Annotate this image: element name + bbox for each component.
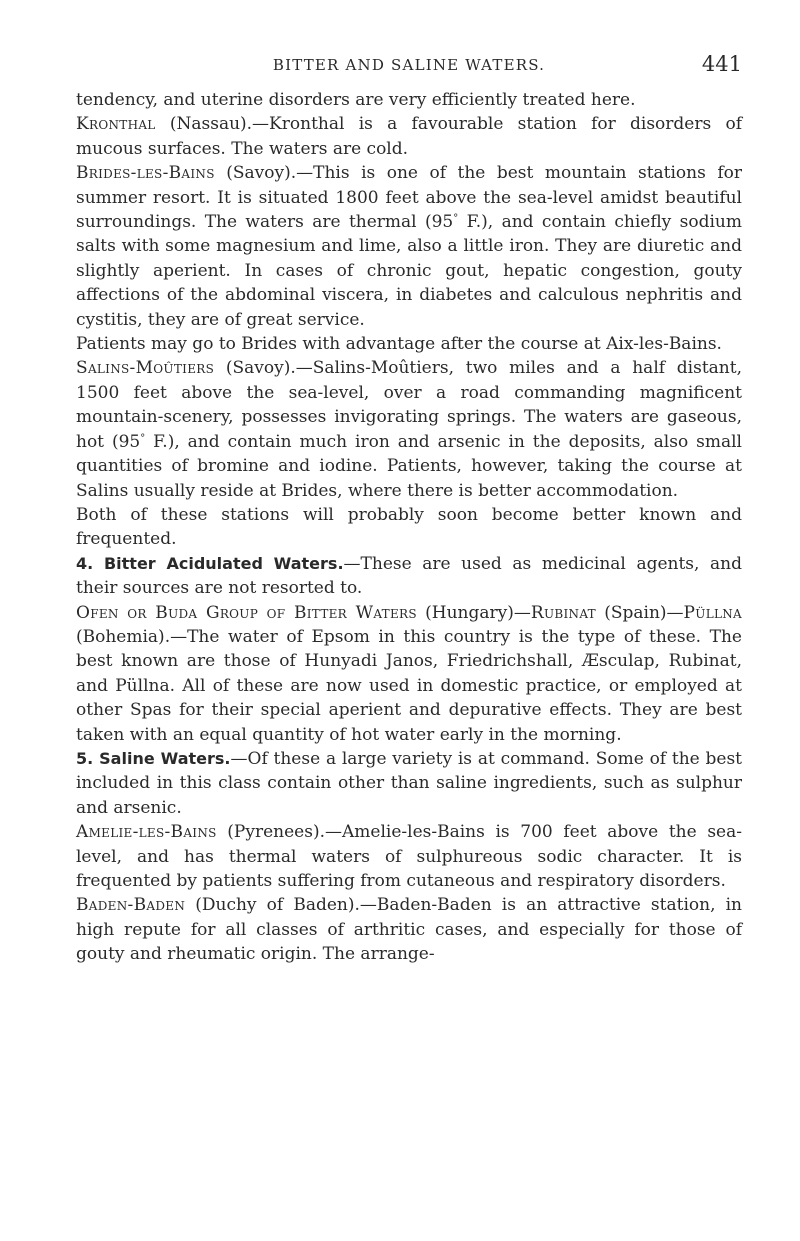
paragraph-text: (Hungary)— [416, 602, 531, 623]
paragraph-ofen-buda [76, 601, 742, 747]
running-title: BITTER AND SALINE WATERS. [272, 56, 546, 74]
paragraph-text: (Savoy).—This is one of the best mountain stations for summer resort. It is situated 1800 feet above the sea-level amidst beautiful surroundings. The waters are thermal (95 [76, 163, 742, 233]
spa-name: Püllna [683, 602, 743, 623]
spa-name: Amelie-les-Bains [76, 822, 217, 843]
spa-name: Brides-les-Bains [76, 163, 215, 184]
paragraph-text: F.), and contain chiefly sodium salts with some magnesium and lime, also a little iron. They are diuretic and slightly aperient. In cases of chronic gout, hepatic congestion, gouty affections of the abdominal viscera, in diabetes and calculous nephritis and cystitis, they are of great service. [76, 212, 742, 330]
paragraph-text: (Duchy of Baden).—Baden-Baden is an attractive station, in high repute for all classes of arthritic cases, and especially for those of gouty and rheumatic origin. The arrange- [76, 895, 742, 965]
degree-sign: ° [453, 213, 459, 225]
spa-name: Ofen or Buda Group of Bitter Waters [76, 602, 417, 623]
book-page [76, 48, 742, 967]
paragraph-text: (Nassau).—Kronthal is a favourable station for disorders of mucous surfaces. The waters are cold. [76, 114, 742, 159]
running-head [76, 48, 742, 88]
paragraph-kronthal [76, 112, 742, 161]
paragraph-text: (Savoy).—Salins-Moûtiers, two miles and a half distant, 1500 feet above the sea-level, over a road commanding magnificent mountain-scenery, possesses invigorating springs. The waters are gaseous, hot (95 [76, 358, 742, 452]
paragraph-continuation [76, 88, 742, 112]
paragraph-text: F.), and contain much iron and arsenic in the deposits, also small quantities of bromine and iodine. Patients, however, taking the course at Salins usually reside at Brides, where there is better accommodation. [76, 431, 742, 501]
degree-sign: ° [140, 432, 146, 444]
body-text [76, 88, 742, 967]
section-saline-waters [76, 747, 742, 820]
paragraph-text: Patients may go to Brides with advantage after the course at Aix-les-Bains. [76, 334, 722, 355]
paragraph-salins-moutiers [76, 356, 742, 502]
paragraph-brides-note [76, 332, 742, 356]
section-heading: 4. Bitter Acidulated Waters. [76, 553, 344, 573]
paragraph-brides-les-bains [76, 161, 742, 332]
paragraph-text: tendency, and uterine disorders are very efficiently treated here. [76, 90, 636, 110]
paragraph-text: Both of these stations will probably soon become better known and frequented. [76, 504, 742, 550]
page-number: 441 [701, 52, 742, 76]
paragraph-text: —These are used as medicinal agents, and their sources are not resorted to. [76, 553, 742, 599]
spa-name: Kronthal [76, 114, 156, 135]
section-heading: 5. Saline Waters. [76, 748, 231, 768]
paragraph-text: (Spain)— [595, 602, 684, 623]
paragraph-text: (Bohemia).—The water of Epsom in this country is the type of these. The best known are those of Hunyadi Janos, Friedrichshall, Æsculap, Rubinat, and Püllna. All of these are now used in domestic practice, or employed at other Spas for their special aperient and depurative effects. They are best taken with an equal quantity of hot water early in the morning. [76, 626, 742, 745]
paragraph-text: —Of these a large variety is at command. Some of the best included in this class contain other than saline ingredients, such as sulphur and arsenic. [76, 748, 743, 818]
spa-name: Baden-Baden [76, 895, 186, 916]
spa-name: Rubinat [530, 602, 596, 623]
section-bitter-acidulated [76, 552, 742, 601]
paragraph-stations-note [76, 503, 742, 552]
paragraph-baden-baden [76, 893, 742, 966]
paragraph-amelie-les-bains [76, 820, 742, 893]
paragraph-text: (Pyrenees).—Amelie-les-Bains is 700 feet above the sea-level, and has thermal waters of sulphureous sodic character. It is frequented by patients suffering from cutaneous and respiratory disorders. [76, 822, 742, 891]
spa-name: Salins-Moûtiers [76, 358, 215, 379]
